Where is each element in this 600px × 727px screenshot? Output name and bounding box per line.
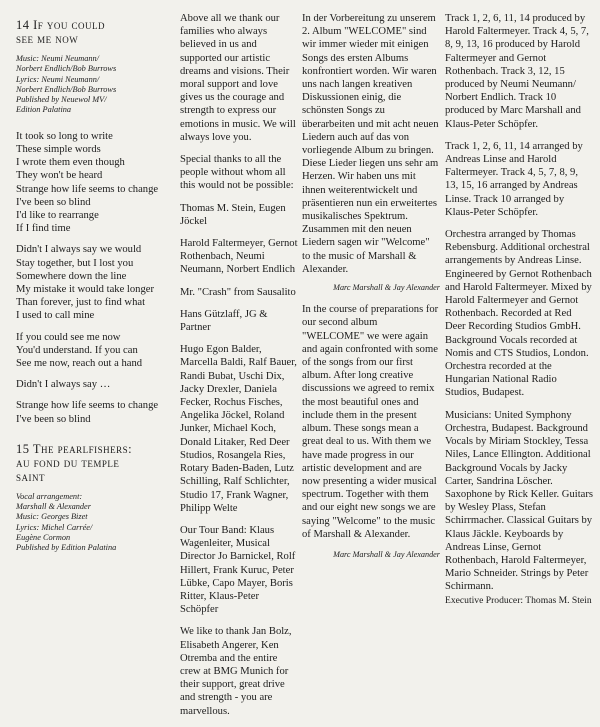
credit-line: Norbert Endlich/Bob Burrows — [16, 64, 117, 74]
producers: Track 1, 2, 6, 11, 14 produced by Harold Faltermeyer. Track 4, 5, 7, 8, 9, 13, 16 produced by Harold Faltermeyer and Gernot Rothenbach. Track 3, 12, 15 produced by Neumi Neumann/ Norbert Endlich. Track 10 produced by Marc Marshall and Klaus-Peter Schöpfer. — [445, 13, 589, 130]
stanza — [16, 130, 166, 236]
musicians: Musicians: United Symphony Orchestra, Budapest. Background Vocals by Miriam Stockley, Tessa Niles, Lance Ellington. Additional Background Vocals by Jacky Carter, Sandrina Löscher. Saxophone by Rick Keller. Guitars by Wesley Plass, Stefan Schirrmacher. Classical Guitars by Klaus Jäckle. Keyboards by Andreas Linse, Gernot Rothenbach, Harold Faltermeyer, Mario Schneider. Strings by Peter Schirmann. — [445, 409, 593, 593]
credit-line: Norbert Endlich/Bob Burrows — [16, 84, 117, 94]
stanza — [16, 378, 166, 391]
credit-line: Vocal arrangement: — [16, 491, 83, 501]
lyric-line: Didn't I always say … — [16, 379, 111, 391]
song-15-title-line3: saint — [16, 469, 45, 484]
lyric-line: You'd understand. If you can — [16, 344, 138, 356]
production-credits-column — [445, 12, 593, 616]
thanks-intro: Special thanks to all the people without whom all this would not be possible: — [180, 154, 294, 192]
thanks-names: Harold Faltermeyer, Gernot Rothenbach, Neumi Neumann, Norbert Endlich — [180, 238, 298, 276]
credit-line: Published by Edition Palatina — [16, 543, 117, 553]
song-15-title-line2: au fond du temple — [16, 455, 120, 470]
thanks-names: Thomas M. Stein, Eugen Jöckel — [180, 202, 286, 227]
lyric-line: Strange how life seems to change — [16, 183, 159, 195]
song-14-title-line1: 14 If you could — [16, 18, 106, 32]
lyric-line: These simple words — [16, 143, 101, 155]
lyric-line: Strange how life seems to change — [16, 400, 159, 412]
signature-english: Marc Marshall & Jay Alexander — [333, 549, 440, 559]
credit-line: Music: Neumi Neumann/ — [16, 54, 99, 63]
stanza — [16, 399, 166, 425]
lyrics-column — [16, 12, 166, 568]
lyric-line: See me now, reach out a hand — [16, 358, 143, 370]
foreword-english: In the course of preparations for our second album "WELCOME" we were again and again confronted with some of the songs from our first album. After long creative discussions we agreed to remix the most beautiful ones and include them in the present album. These songs mean a great deal to us. With them we have made progress in our artistic development and are now presenting a wider musical spectrum. Together with them and our eight new songs we are saying "Welcome" to the music of Marshall & Alexander. — [302, 304, 439, 540]
foreword-german: In der Vorbereitung zu unserem 2. Album "WELCOME" sind wir immer wieder mit einigen Songs des ersten Albums konfrontiert worden. Wir waren uns nach langen kreativen Diskussionen einig, die schönsten Songs zu überarbeiten und mit acht neuen Liedern auch auf das von vorliegende Album zu bringen. Diese Lieder liegen uns sehr am Herzen. Wir haben uns mit ihnen weiterentwickelt und präsentieren nun ein erweitertes musikalisches Spektrum. Zusammen mit den neuen Liedern sagen wir "Welcome" to the music of Marshall & Alexander. — [302, 13, 439, 275]
thanks-bmg: We like to thank Jan Bolz, Elisabeth Angerer, Ken Otremba and the entire crew at BMG Munich for their support, great drive and strength - you are marvellous. — [180, 626, 292, 717]
lyric-line: My mistake it would take longer — [16, 284, 154, 296]
thanks-column — [180, 12, 298, 727]
signature-german: Marc Marshall & Jay Alexander — [333, 283, 440, 293]
lyric-line: I've been so blind — [16, 196, 91, 208]
arrangers: Track 1, 2, 6, 11, 14 arranged by Andreas Linse and Harold Faltermeyer. Track 4, 5, 7, 8, 9, 13, 15, 16 arranged by Andreas Linse. Track 10 arranged by Klaus-Peter Schöpfer. — [445, 140, 583, 218]
song-15-title-line1: 15 The pearlfishers: — [16, 441, 133, 456]
song-15-credits — [16, 492, 166, 554]
lyric-line: Didn't I always say we would — [16, 244, 142, 256]
credit-line: Lyrics: Michel Carrée/ — [16, 522, 93, 532]
stanza — [16, 331, 166, 371]
thanks-names: Mr. "Crash" from Sausalito — [180, 286, 296, 298]
tour-band: Our Tour Band: Klaus Wagenleiter, Musical Director Jo Barnickel, Rolf Hillert, Frank Kuruc, Peter Lübke, Capo Mayer, Boris Ritter, Klaus-Peter Schöpfer — [180, 524, 296, 616]
song-14-title-line2: see me now — [16, 32, 79, 46]
credit-line: Marshall & Alexander — [16, 502, 91, 512]
lyric-line: Than forever, just to find what — [16, 297, 146, 309]
song-15-title — [16, 442, 166, 484]
thanks-names: Hans Gützlaff, JG & Partner — [180, 308, 268, 334]
stanza — [16, 243, 166, 322]
lyric-line: I'd like to rearrange — [16, 210, 99, 221]
lyric-line: I used to call mine — [16, 310, 95, 322]
lyric-line: They won't be heard — [16, 170, 103, 182]
lyric-line: If you could see me now — [16, 331, 121, 343]
executive-producer: Executive Producer: Thomas M. Stein — [445, 594, 592, 606]
song-14-title — [16, 18, 166, 46]
lyric-line: If I find time — [16, 223, 71, 235]
credit-line: Music: Georges Bizet — [16, 512, 88, 522]
thanks-names-list: Hugo Egon Balder, Marcella Baldi, Ralf Bauer, Randi Bubat, Uschi Dix, Jacky Drexler, Daniela Fecker, Rochus Fisches, Angelika Jöckel, Roland Junker, Michael Koch, Donald Litaker, Red Deer Studios, Rosangela Ries, Rotary Baden-Baden, Lutz Schilling, Ralf Schlichter, Studio 17, Frank Wagner, Philipp Welte — [180, 344, 297, 514]
lyric-line: Somewhere down the line — [16, 270, 127, 282]
recording-credits: Orchestra arranged by Thomas Rebensburg. Additional orchestral arrangements by Andreas Linse. Engineered by Gernot Rothenbach and Harold Faltermeyer. Mixed by Harold Faltermeyer and Gernot Rothenbach. Recorded at Red Deer Recording Studios GmbH. Background Vocals recorded at Nomis and CTS Studios, London. Orchestra recorded at the Hungarian National Radio Studios, Budapest. — [445, 229, 592, 399]
lyric-line: Stay together, but I lost you — [16, 257, 134, 269]
credit-line: Lyrics: Neumi Neumann/ — [16, 74, 100, 84]
credit-line: Eugène Cormon — [16, 533, 71, 543]
foreword-column — [302, 12, 440, 561]
lyric-line: It took so long to write — [16, 130, 113, 142]
lyric-line: I wrote them even though — [16, 157, 125, 169]
thanks-families: Above all we thank our families who always believed in us and supported our artistic dreams and visions. Their moral support and love gives us the courage and strength to express our emotions in music. We will always love you. — [180, 13, 296, 143]
credit-line: Published by Neuewol MV/ — [16, 95, 107, 105]
song-14-lyrics — [16, 130, 166, 426]
song-14-credits — [16, 54, 166, 116]
lyric-line: I've been so blind — [16, 413, 91, 425]
credit-line: Edition Palatina — [16, 105, 72, 115]
